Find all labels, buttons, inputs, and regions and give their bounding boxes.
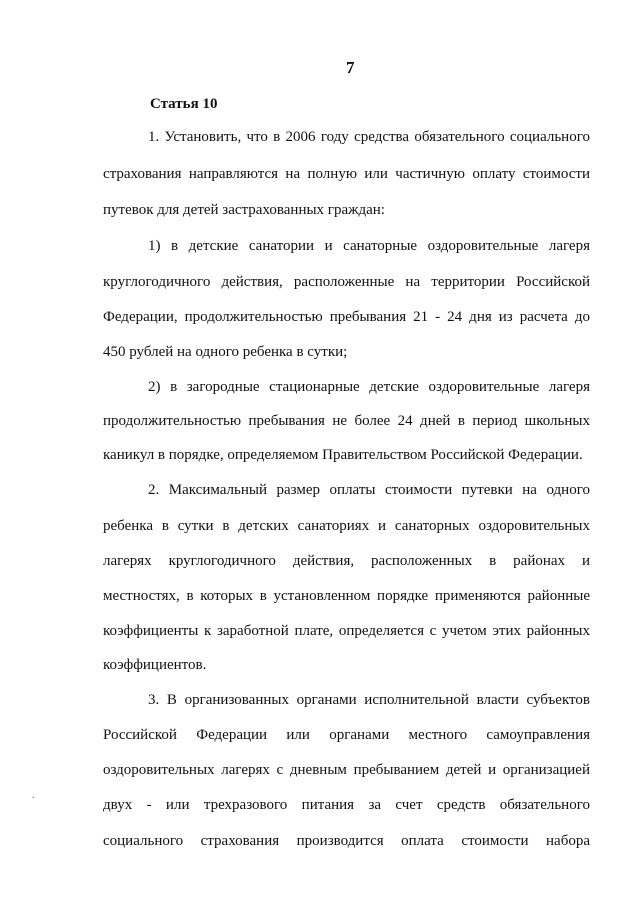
paragraph-line: круглогодичного действия, расположенные на территории Российской bbox=[103, 274, 590, 290]
paragraph-line: социального страхования производится оплата стоимости набора bbox=[103, 833, 590, 849]
paragraph-line: страхования направляются на полную или частичную оплату стоимости bbox=[103, 166, 590, 182]
paragraph-line: продолжительностью пребывания не более 24 дней в период школьных bbox=[103, 413, 590, 429]
article-title: Статья 10 bbox=[150, 96, 218, 112]
paragraph-line: оздоровительных лагерях с дневным пребыванием детей и организацией bbox=[103, 762, 590, 778]
page-number: 7 bbox=[346, 58, 355, 77]
paragraph-line: каникул в порядке, определяемом Правительством Российской Федерации. bbox=[103, 447, 583, 463]
paragraph-line: Федерации, продолжительностью пребывания 21 - 24 дня из расчета до bbox=[103, 309, 590, 325]
paragraph-line: Российской Федерации или органами местного самоуправления bbox=[103, 727, 590, 743]
paragraph-line: двух - или трехразового питания за счет средств обязательного bbox=[103, 797, 590, 813]
paragraph-line: коэффициенты к заработной плате, определяется с учетом этих районных bbox=[103, 623, 590, 639]
paragraph-line: 450 рублей на одного ребенка в сутки; bbox=[103, 344, 348, 360]
paragraph-line: 3. В организованных органами исполнительной власти субъектов bbox=[148, 692, 590, 708]
paragraph-line: 2) в загородные стационарные детские оздоровительные лагеря bbox=[148, 379, 590, 395]
paragraph-line: 1. Установить, что в 2006 году средства обязательного социального bbox=[148, 129, 590, 145]
paragraph-line: ребенка в сутки в детских санаториях и санаторных оздоровительных bbox=[103, 518, 590, 534]
paragraph-line: 2. Максимальный размер оплаты стоимости путевки на одного bbox=[148, 482, 590, 498]
paragraph-line: коэффициентов. bbox=[103, 657, 207, 673]
margin-mark: . bbox=[32, 790, 35, 801]
paragraph-line: местностях, в которых в установленном порядке применяются районные bbox=[103, 588, 590, 604]
paragraph-line: лагерях круглогодичного действия, расположенных в районах и bbox=[103, 553, 590, 569]
paragraph-line: 1) в детские санатории и санаторные оздоровительные лагеря bbox=[148, 238, 590, 254]
paragraph-line: путевок для детей застрахованных граждан: bbox=[103, 202, 385, 218]
